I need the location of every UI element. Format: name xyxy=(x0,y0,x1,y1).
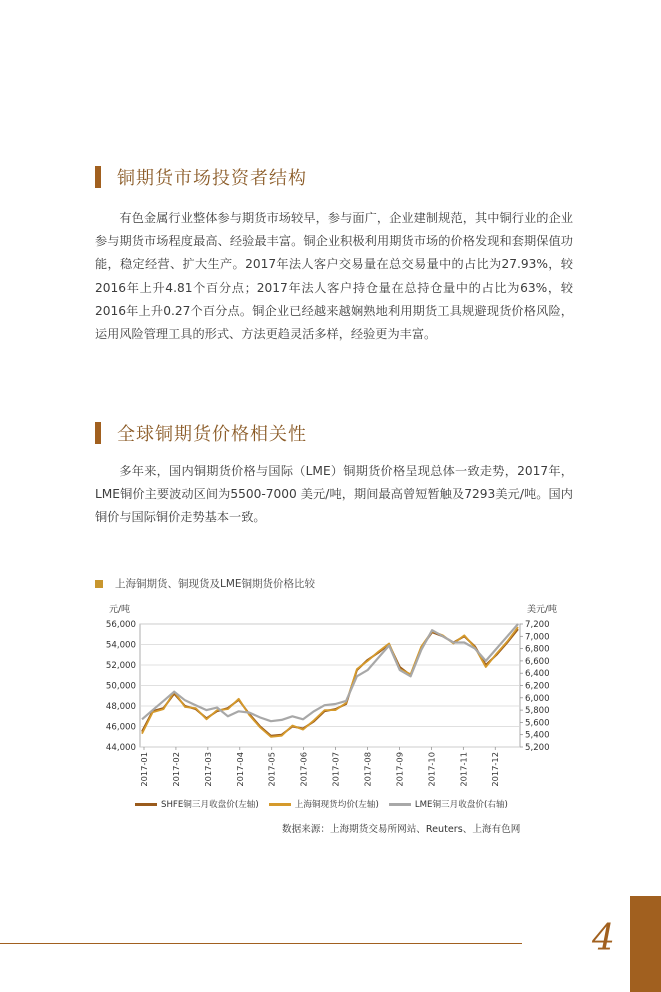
right-tick-label: 6,600 xyxy=(525,656,550,667)
data-source-note: 数据来源：上海期货交易所网站、Reuters、上海有色网 xyxy=(282,824,521,835)
chart-title: 上海铜期货、铜现货及LME铜期货价格比较 xyxy=(115,578,316,590)
x-tick-label: 2017-11 xyxy=(458,752,469,787)
section-title: 铜期货市场投资者结构 xyxy=(117,168,307,189)
left-tick-label: 46,000 xyxy=(105,722,136,733)
section-paragraph: 多年来，国内铜期货价格与国际（LME）铜期货价格呈现总体一致走势，2017年，LME铜价主要波动区间为5500-7000 美元/吨，期间最高曾短暂触及7293美元/吨。国内铜价与国际铜价走势基本一致。 xyxy=(95,464,573,525)
left-axis-unit: 元/吨 xyxy=(109,605,131,615)
right-tick-label: 5,600 xyxy=(525,718,550,729)
left-tick-label: 50,000 xyxy=(105,681,136,692)
x-tick-label: 2017-01 xyxy=(139,752,149,787)
left-tick-label: 44,000 xyxy=(105,743,136,753)
x-tick-label: 2017-05 xyxy=(266,752,277,787)
corner-accent-block xyxy=(630,896,661,992)
legend-label: SHFE铜三月收盘价(左轴) xyxy=(161,800,259,810)
x-tick-label: 2017-12 xyxy=(490,752,501,787)
chart-series xyxy=(142,624,518,737)
x-tick-label: 2017-07 xyxy=(330,752,341,787)
section-heading-price-correlation xyxy=(95,420,307,446)
left-tick-label: 52,000 xyxy=(105,661,136,671)
legend-item-spot xyxy=(269,798,379,810)
right-tick-label: 7,000 xyxy=(525,632,550,643)
section-heading-investor-structure xyxy=(95,164,307,190)
right-tick-label: 6,800 xyxy=(525,644,550,655)
x-tick-label: 2017-10 xyxy=(426,752,437,787)
legend-swatch xyxy=(389,803,411,806)
x-tick-label: 2017-02 xyxy=(170,752,181,787)
legend-label: 上海铜现货均价(左轴) xyxy=(294,800,379,810)
chart-heading xyxy=(95,576,315,591)
footer-rule xyxy=(0,943,522,944)
price-comparison-chart xyxy=(90,612,560,792)
chart-axes xyxy=(106,620,550,787)
section-marker xyxy=(95,166,101,188)
left-tick-label: 48,000 xyxy=(105,702,136,712)
legend-item-lme xyxy=(389,798,508,810)
x-tick-label: 2017-04 xyxy=(234,752,245,787)
right-tick-label: 5,400 xyxy=(525,730,550,741)
legend-label: LME铜三月收盘价(右轴) xyxy=(414,800,508,810)
right-tick-label: 6,000 xyxy=(525,693,550,704)
x-tick-label: 2017-09 xyxy=(394,752,405,787)
series-line-0 xyxy=(142,629,518,736)
chart-bullet xyxy=(95,580,103,588)
right-tick-label: 6,400 xyxy=(525,669,550,680)
legend-swatch xyxy=(269,803,291,806)
legend-item-shfe xyxy=(135,798,259,810)
right-tick-label: 7,200 xyxy=(525,620,550,630)
x-tick-label: 2017-08 xyxy=(362,752,373,787)
section-paragraph: 有色金属行业整体参与期货市场较早，参与面广，企业建制规范，其中铜行业的企业参与期货市场程度最高、经验最丰富。铜企业积极利用期货市场的价格发现和套期保值功能，稳定经营、扩大生产。2017年法人客户交易量在总交易量中的占比为27.93%，较2016年上升4.81个百分点；2017年法人客户持仓量在总持仓量中的占比为63%，较2016年上升0.27个百分点。铜企业已经越来越娴熟地利用期货工具规避现货价格风险，运用风险管理工具的形式、方法更趋灵活多样，经验更为丰富。 xyxy=(95,211,573,342)
section-marker xyxy=(95,422,101,444)
x-tick-label: 2017-06 xyxy=(298,752,309,787)
left-tick-label: 56,000 xyxy=(105,620,136,630)
right-tick-label: 5,800 xyxy=(525,706,550,717)
right-tick-label: 6,200 xyxy=(525,681,550,692)
section-title: 全球铜期货价格相关性 xyxy=(117,424,307,445)
right-axis-unit: 美元/吨 xyxy=(527,605,558,615)
page-number: 4 xyxy=(592,918,615,959)
x-tick-label: 2017-03 xyxy=(202,752,213,787)
chart-legend xyxy=(135,798,518,810)
right-tick-label: 5,200 xyxy=(525,743,550,753)
legend-swatch xyxy=(135,803,157,806)
left-tick-label: 54,000 xyxy=(105,640,136,651)
